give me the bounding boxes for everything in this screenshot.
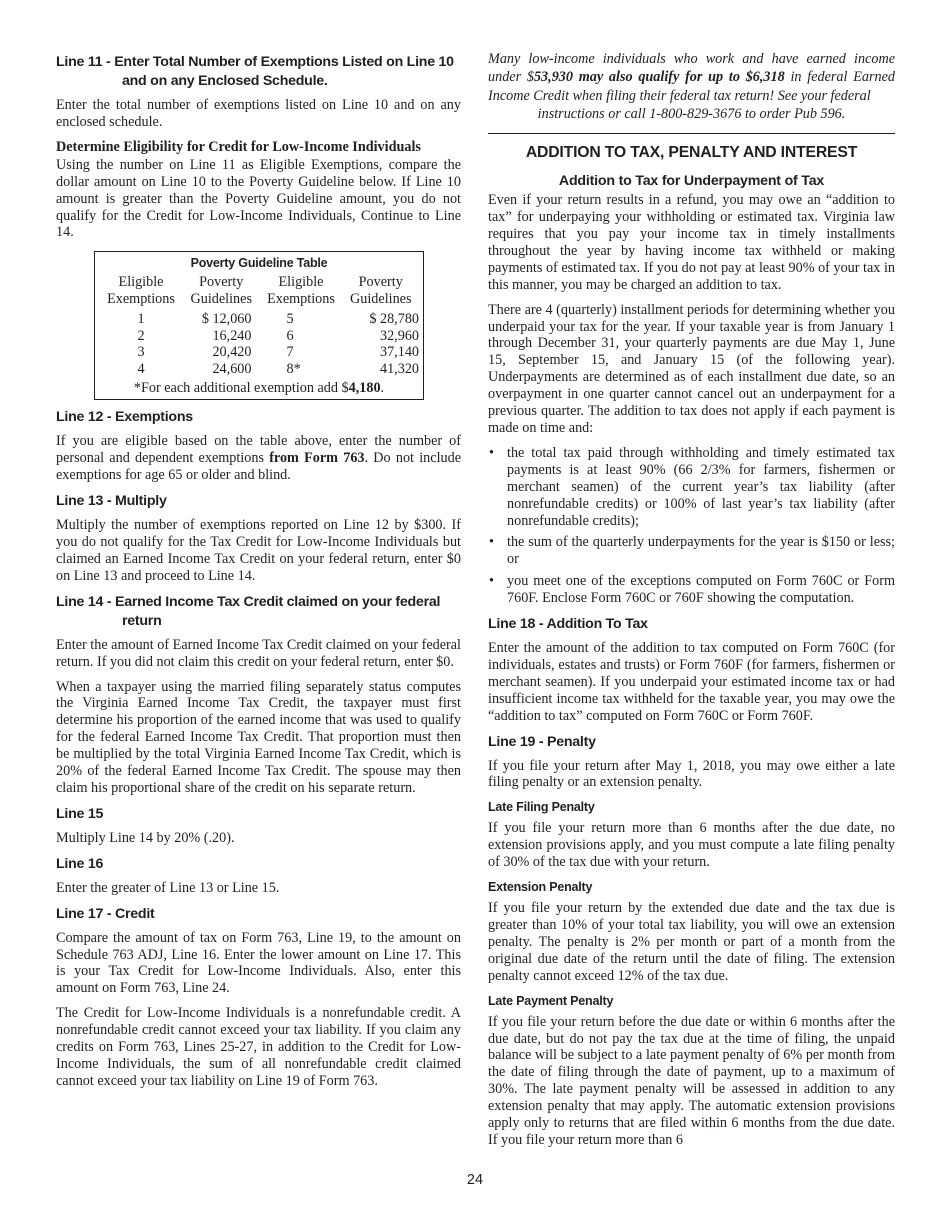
line12-text-bold: from Form 763 xyxy=(269,450,365,467)
exceptions-list xyxy=(488,445,895,607)
right-column xyxy=(488,50,895,1157)
bullet-icon: • xyxy=(489,534,494,551)
note-amount: 4,180 xyxy=(348,380,381,397)
list-item xyxy=(488,445,895,530)
poverty-table-title: Poverty Guideline Table xyxy=(190,256,328,271)
list-item-text: the sum of the quarterly underpayments for the year is $150 or less; or xyxy=(507,534,895,568)
table-row xyxy=(99,328,419,345)
line19-heading: Line 19 - Penalty xyxy=(488,733,596,750)
table-cell: 5 xyxy=(286,311,294,328)
eligibility-heading: Determine Eligibility for Credit for Low-Income Individuals xyxy=(56,138,421,155)
line13-text: Multiply the number of exemptions reported on Line 12 by $300. If you do not qualify for the Tax Credit for Low-Income Individuals but claimed an Earned Income Tax Credit on your federal return, enter $0 on Line 13 and proceed to Line 14. xyxy=(56,517,461,584)
line16-heading: Line 16 xyxy=(56,855,104,872)
eligibility-text: Using the number on Line 11 as Eligible Exemptions, compare the dollar amount on Line 10 to the Poverty Guideline below. If Line 10 amount is greater than the Poverty Guideline amount, you do not qualify for the Credit for Low-Income Individuals, Continue to Line 14. xyxy=(56,156,461,241)
table-cell: 37,140 xyxy=(379,344,419,361)
table-cell: 8* xyxy=(286,360,301,377)
poverty-table-grid xyxy=(99,274,419,377)
poverty-guideline-table xyxy=(94,251,424,400)
eitc-note-c: when filing their federal tax return! See your federal xyxy=(572,87,871,104)
poverty-table-note xyxy=(99,380,419,397)
table-cell: 16,240 xyxy=(212,327,252,344)
eitc-note-bold: 53,930 may also qualify for up to $6,318 xyxy=(533,69,785,86)
bullet-icon: • xyxy=(489,573,494,590)
underpayment-heading: Addition to Tax for Underpayment of Tax xyxy=(558,173,825,190)
line11-text: Enter the total number of exemptions listed on Line 10 and on any enclosed schedule. xyxy=(56,97,461,130)
section-divider xyxy=(488,133,895,134)
line17-heading: Line 17 - Credit xyxy=(56,905,155,922)
line17-text-2: The Credit for Low-Income Individuals is a nonrefundable credit. A nonrefundable credit cannot exceed your tax liability. If you claim any credits on Form 763, Lines 25-27, in addition to the Credit for Low-Income Individuals, the sum of all nonrefundable credit claimed cannot exceed your tax liability on Line 19 of Form 763. xyxy=(56,1005,461,1089)
underpayment-text-1: Even if your return results in a refund, you may owe an “addition to tax” for underpaying your withholding or estimated tax. Virginia law requires that you pay your income tax in timely installments throughout the year by having income tax withheld or making payments of estimated tax. If you do not pay at least 90% of your tax in this manner, you may be charged an addition to tax. xyxy=(488,192,895,293)
line19-text: If you file your return after May 1, 2018, you may owe either a late filing penalty or an extension penalty. xyxy=(488,757,895,791)
late-payment-heading: Late Payment Penalty xyxy=(488,993,614,1008)
line17-text-1: Compare the amount of tax on Form 763, Line 19, to the amount on Schedule 763 ADJ, Line 16. Enter the lower amount on Line 17. This is your Tax Credit for Low-Income Individuals. Also, enter this amount on Form 763, Line 24. xyxy=(56,929,461,997)
table-cell: 41,320 xyxy=(379,360,419,377)
table-header: Poverty Guidelines xyxy=(190,274,252,307)
extension-heading: Extension Penalty xyxy=(488,880,593,895)
section-heading: ADDITION TO TAX, PENALTY AND INTEREST xyxy=(525,144,858,162)
line15-text: Multiply Line 14 by 20% (.20). xyxy=(56,829,235,846)
list-item xyxy=(488,573,895,607)
table-header: Poverty Guidelines xyxy=(350,274,412,307)
note-suffix: . xyxy=(380,380,385,397)
line15-heading: Line 15 xyxy=(56,805,104,822)
page-number: 24 xyxy=(466,1172,484,1188)
list-item-text: the total tax paid through withholding and timely estimated tax payments is at least 90% (66 2/3% for farmers, fishermen or merchant seamen) of the current year’s tax liability (after nonrefundable credits) or 100% of last year’s tax liability (after nonrefundable credits); xyxy=(507,444,895,529)
line12-heading: Line 12 - Exemptions xyxy=(56,409,193,426)
table-header: Eligible Exemptions xyxy=(107,274,175,307)
table-cell: 32,960 xyxy=(379,327,419,344)
table-row xyxy=(99,361,419,378)
list-item-text: you meet one of the exceptions computed on Form 760C or Form 760F. Enclose Form 760C or 760F showing the computation. xyxy=(507,573,895,607)
table-header: Eligible Exemptions xyxy=(267,274,335,307)
line14-heading: Line 14 - Earned Income Tax Credit claimed on your federal return xyxy=(56,593,441,629)
line12-text-a: If you are eligible based on the table above, enter the number of personal and dependent exemptions xyxy=(56,433,461,467)
table-row xyxy=(99,311,419,328)
line14-text-2: When a taxpayer using the married filing separately status computes the Virginia Earned Income Tax Credit, the taxpayer must first determine his proportion of the earned income that was used to qualify for the federal Earned Income Tax Credit. That proportion must then be multiplied by the total Virginia Earned Income Tax Credit, which is 20% of the federal Earned Income Tax Credit. The spouse may then claim his proportional share of the credit on his separate return. xyxy=(56,678,461,796)
line14-text-1: Enter the amount of Earned Income Tax Credit claimed on your federal return. If you did not claim this credit on your federal return, enter $0. xyxy=(56,636,461,670)
underpayment-text-2: There are 4 (quarterly) installment periods for determining whether you underpaid your tax for the year. If your taxable year is from January 1 through December 31, your quarterly payments are due May 1, June 15, September 15, and January 15 (of the following year). Underpayments are determined as of each installment due date, so an overpayment in one quarter cannot cancel out an underpayment for a previous quarter. The addition to tax does not apply if each payment is made on time and: xyxy=(488,301,895,436)
late-payment-text: If you file your return before the due date or within 6 months after the due date, but do not pay the tax due at the time of filing, the unpaid balance will be subject to a late payment penalty of 6% per month from the date of filing through the date of payment, up to a maximum of 30%. The late payment penalty will be assessed in addition to any extension penalty that may apply. The automatic extension provisions apply only to returns that are filed within 6 months from the due date. If you file your return more than 6 xyxy=(488,1013,895,1148)
late-filing-text: If you file your return more than 6 months after the due date, no extension provisions apply, and you must compute a late filing penalty of 30% of the tax due with your return. xyxy=(488,820,895,871)
line12-text xyxy=(56,433,461,484)
table-cell: 7 xyxy=(286,344,294,361)
eitc-note-b: in federal Earned Income Credit xyxy=(488,69,895,104)
line11-heading: Line 11 - Enter Total Number of Exemptions Listed on Line 10 and on any Enclosed Schedule. xyxy=(56,54,454,89)
bullet-icon: • xyxy=(489,444,494,461)
table-cell: 3 xyxy=(137,344,145,361)
table-cell: 2 xyxy=(137,327,145,344)
table-cell: $ 12,060 xyxy=(201,311,252,328)
line12-text-b: . Do not include exemptions for age 65 or older and blind. xyxy=(56,450,461,484)
eitc-note xyxy=(488,50,895,123)
extension-text: If you file your return by the extended due date and the tax due is greater than 10% of your total tax liability, you will owe an extension penalty. The penalty is 2% per month or part of a month from the original due date of the return until the date of filing. The extension penalty cannot exceed 12% of the tax due. xyxy=(488,900,895,984)
line13-heading: Line 13 - Multiply xyxy=(56,493,167,510)
table-row xyxy=(99,344,419,361)
table-cell: $ 28,780 xyxy=(369,311,419,328)
line18-heading: Line 18 - Addition To Tax xyxy=(488,616,648,633)
table-cell: 1 xyxy=(137,311,145,328)
table-cell: 24,600 xyxy=(212,360,252,377)
table-cell: 6 xyxy=(286,327,294,344)
line18-text: Enter the amount of the addition to tax computed on Form 760C (for individuals, estates and trusts) or Form 760F (for farmers, fishermen or merchant seamen). If you underpaid your estimated income tax or had insufficient income tax withheld for the taxable year, you may owe the “addition to tax” computed on Form 760C or Form 760F. xyxy=(488,640,895,724)
line16-text: Enter the greater of Line 13 or Line 15. xyxy=(56,879,280,896)
eitc-note-a: Many low-income individuals who work and have earned income under $ xyxy=(488,51,895,86)
left-column xyxy=(56,50,461,1098)
table-cell: 20,420 xyxy=(212,344,252,361)
eitc-note-last: instructions or call 1-800-829-3676 to order Pub 596. xyxy=(537,105,846,122)
late-filing-heading: Late Filing Penalty xyxy=(488,800,595,815)
note-prefix: *For each additional exemption add $ xyxy=(133,380,349,397)
list-item xyxy=(488,534,895,568)
table-cell: 4 xyxy=(137,360,145,377)
